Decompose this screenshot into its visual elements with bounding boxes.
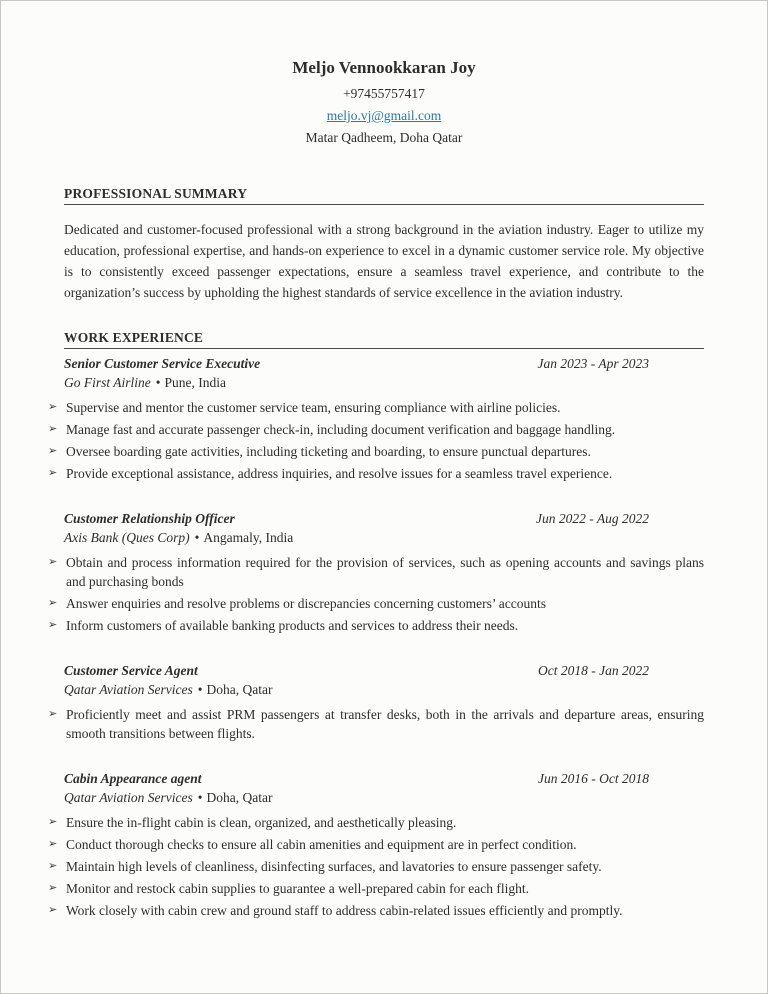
job-title: Senior Customer Service Executive xyxy=(64,356,261,371)
resume-header xyxy=(64,57,704,145)
arrow-bullet-icon: ➢ xyxy=(48,556,58,568)
section-heading-summary: PROFESSIONAL SUMMARY xyxy=(64,185,704,205)
bullet-text: Oversee boarding gate activities, including ticketing and boarding, to ensure punctual departures. xyxy=(66,444,591,459)
arrow-bullet-icon: ➢ xyxy=(48,423,58,435)
arrow-bullet-icon: ➢ xyxy=(48,860,58,872)
job-title: Customer Relationship Officer xyxy=(64,511,235,526)
job-entry-4 xyxy=(48,769,704,920)
job-bullet xyxy=(48,879,704,898)
arrow-bullet-icon: ➢ xyxy=(48,445,58,457)
bullet-text: Obtain and process information required for the provision of services, such as opening accounts and savings plans and purchasing bonds xyxy=(66,555,704,589)
bullet-text: Maintain high levels of cleanliness, disinfecting surfaces, and lavatories to ensure passenger safety. xyxy=(66,859,602,874)
dot-separator: • xyxy=(194,530,200,545)
job-subline xyxy=(64,529,704,547)
job-bullet xyxy=(48,705,704,743)
company-name: Axis Bank (Ques Corp) xyxy=(64,530,190,545)
job-bullet xyxy=(48,857,704,876)
job-entry-1 xyxy=(48,354,704,483)
summary-paragraph: Dedicated and customer-focused professional with a strong background in the aviation industry. Eager to utilize my education, professional expertise, and hands-on experience to excel in a dynamic customer service role. My objective is to consistently exceed passenger expectations, ensure a seamless travel experience, and contribute to the organization’s success by upholding the highest standards of service excellence in the aviation industry. xyxy=(64,222,704,300)
job-bullet-list xyxy=(48,813,704,920)
job-dates: Jun 2016 - Oct 2018 xyxy=(538,771,649,786)
professional-summary-section xyxy=(64,185,704,303)
job-head xyxy=(64,509,704,528)
location-text: Matar Qadheem, Doha Qatar xyxy=(305,130,463,145)
bullet-text: Supervise and mentor the customer service team, ensuring compliance with airline policies. xyxy=(66,400,561,415)
job-head xyxy=(64,661,704,680)
job-bullet xyxy=(48,835,704,854)
bullet-text: Conduct thorough checks to ensure all cabin amenities and equipment are in perfect condition. xyxy=(66,837,577,852)
job-bullet-list xyxy=(48,705,704,743)
phone-number: +97455757417 xyxy=(343,86,425,101)
arrow-bullet-icon: ➢ xyxy=(48,816,58,828)
job-subline xyxy=(64,374,704,392)
arrow-bullet-icon: ➢ xyxy=(48,619,58,631)
job-bullet xyxy=(48,398,704,417)
work-experience-section xyxy=(48,329,704,920)
job-bullet-list xyxy=(48,553,704,635)
job-location: Doha, Qatar xyxy=(206,682,273,697)
job-bullet xyxy=(48,813,704,832)
job-dates: Jan 2023 - Apr 2023 xyxy=(537,356,649,371)
email-link[interactable]: meljo.vj@gmail.com xyxy=(326,108,442,123)
job-dates: Jun 2022 - Aug 2022 xyxy=(536,511,649,526)
job-location: Angamaly, India xyxy=(203,530,294,545)
dot-separator: • xyxy=(197,790,203,805)
job-head xyxy=(64,769,704,788)
job-bullet-list xyxy=(48,398,704,483)
job-subline xyxy=(64,789,704,807)
bullet-text: Monitor and restock cabin supplies to guarantee a well-prepared cabin for each flight. xyxy=(66,881,529,896)
arrow-bullet-icon: ➢ xyxy=(48,904,58,916)
arrow-bullet-icon: ➢ xyxy=(48,838,58,850)
job-location: Pune, India xyxy=(164,375,226,390)
bullet-text: Manage fast and accurate passenger check-in, including document verification and baggage handling. xyxy=(66,422,616,437)
dot-separator: • xyxy=(197,682,203,697)
job-dates: Oct 2018 - Jan 2022 xyxy=(538,663,649,678)
job-entry-3 xyxy=(48,661,704,743)
job-bullet xyxy=(48,616,704,635)
bullet-text: Answer enquiries and resolve problems or discrepancies concerning customers’ accounts xyxy=(66,596,546,611)
section-heading-experience: WORK EXPERIENCE xyxy=(64,329,704,349)
bullet-text: Proficiently meet and assist PRM passengers at transfer desks, both in the arrivals and departure areas, ensuring smooth transitions between flights. xyxy=(66,707,704,741)
job-subline xyxy=(64,681,704,699)
job-bullet xyxy=(48,464,704,483)
company-name: Qatar Aviation Services xyxy=(64,790,193,805)
arrow-bullet-icon: ➢ xyxy=(48,401,58,413)
job-bullet xyxy=(48,553,704,591)
company-name: Qatar Aviation Services xyxy=(64,682,193,697)
job-bullet xyxy=(48,594,704,613)
job-bullet xyxy=(48,901,704,920)
arrow-bullet-icon: ➢ xyxy=(48,708,58,720)
job-entry-2 xyxy=(48,509,704,635)
arrow-bullet-icon: ➢ xyxy=(48,597,58,609)
job-title: Customer Service Agent xyxy=(64,663,198,678)
job-location: Doha, Qatar xyxy=(206,790,273,805)
bullet-text: Inform customers of available banking products and services to address their needs. xyxy=(66,618,519,633)
bullet-text: Provide exceptional assistance, address inquiries, and resolve issues for a seamless travel experience. xyxy=(66,466,613,481)
job-head xyxy=(64,354,704,373)
bullet-text: Work closely with cabin crew and ground staff to address cabin-related issues efficiently and promptly. xyxy=(66,903,623,918)
candidate-name: Meljo Vennookkaran Joy xyxy=(292,58,476,77)
arrow-bullet-icon: ➢ xyxy=(48,467,58,479)
job-bullet xyxy=(48,442,704,461)
company-name: Go First Airline xyxy=(64,375,151,390)
job-bullet xyxy=(48,420,704,439)
job-title: Cabin Appearance agent xyxy=(64,771,202,786)
arrow-bullet-icon: ➢ xyxy=(48,882,58,894)
bullet-text: Ensure the in-flight cabin is clean, organized, and aesthetically pleasing. xyxy=(66,815,457,830)
dot-separator: • xyxy=(155,375,161,390)
